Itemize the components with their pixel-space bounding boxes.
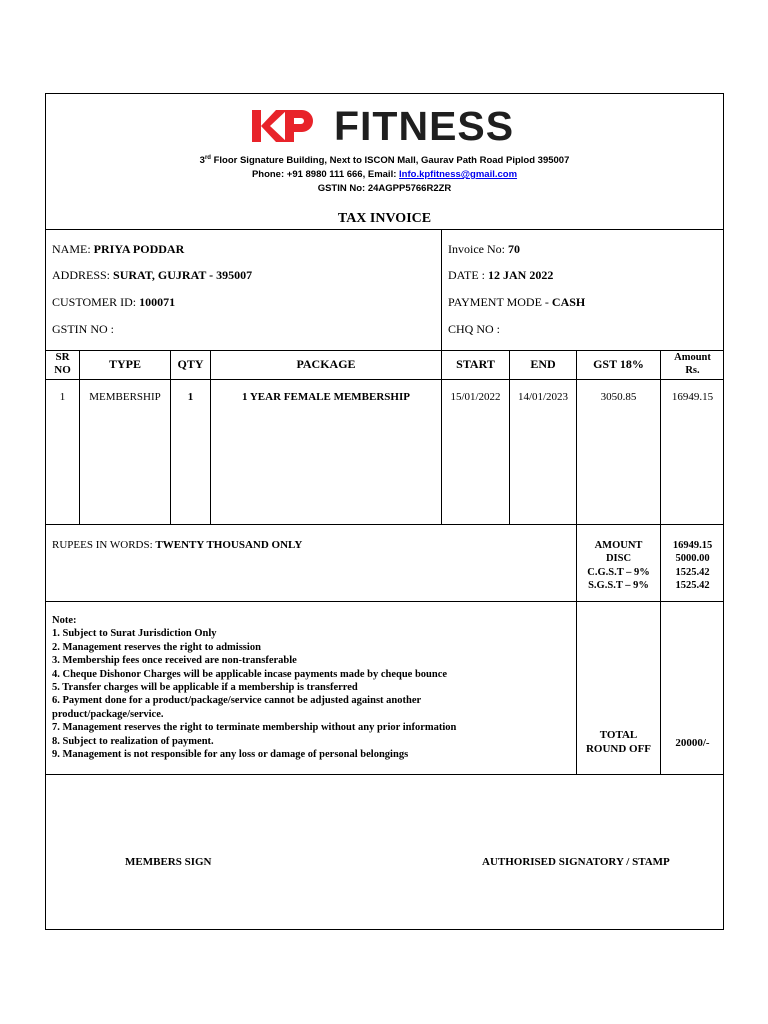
- header-end: END: [530, 357, 556, 371]
- header-amount: Amount Rs.: [674, 352, 711, 376]
- company-email-link[interactable]: Info.kpfitness@gmail.com: [399, 169, 518, 180]
- col-divider-type: [170, 350, 171, 525]
- note-item: 1. Subject to Surat Jurisdiction Only: [52, 628, 217, 640]
- note-item: 5. Transfer charges will be applicable if a membership is transferred: [52, 682, 358, 694]
- company-gstin: GSTIN No: 24AGPP5766R2ZR: [317, 183, 452, 194]
- company-address: 3rd Floor Signature Building, Next to ISCON Mall, Gaurav Path Road Piplod 395007: [199, 155, 570, 167]
- members-sign: MEMBERS SIGN: [125, 856, 212, 868]
- note-item: 7. Management reserves the right to terminate membership without any prior information: [52, 722, 457, 734]
- customer-name: NAME: PRIYA PODDAR: [52, 242, 185, 256]
- divider-customer: [45, 350, 724, 351]
- payment-mode: PAYMENT MODE - CASH: [448, 295, 586, 309]
- divider-table-header: [45, 379, 724, 380]
- document-title: TAX INVOICE: [337, 211, 432, 226]
- divider-table-body: [45, 524, 724, 525]
- customer-address: ADDRESS: SURAT, GUJRAT - 395007: [52, 268, 253, 282]
- customer-id: CUSTOMER ID: 100071: [52, 295, 176, 309]
- divider-customer-invoice: [441, 229, 442, 525]
- company-logo: [250, 104, 514, 148]
- divider-header: [45, 229, 724, 230]
- note-item: 6. Payment done for a product/package/service cannot be adjusted against another: [52, 695, 422, 707]
- note-item: 2. Management reserves the right to admission: [52, 641, 261, 653]
- cheque-number: CHQ NO :: [448, 322, 501, 336]
- divider-notes: [45, 774, 724, 775]
- divider-words: [45, 601, 724, 602]
- summary-values: 16949.15 5000.00 1525.42 1525.42: [672, 540, 713, 592]
- invoice-number: Invoice No: 70: [448, 242, 520, 256]
- note-item: 4. Cheque Dishonor Charges will be applicable incase payments made by cheque bounce: [52, 668, 448, 680]
- header-package: PACKAGE: [296, 357, 356, 371]
- notes-title: Note:: [52, 615, 77, 626]
- note-item: 9. Management is not responsible for any loss or damage of personal belongings: [52, 749, 409, 761]
- col-divider-start: [509, 350, 510, 525]
- kp-logo-icon: [250, 106, 314, 146]
- row-end: 14/01/2023: [517, 391, 569, 403]
- total-amount: 20000/-: [675, 737, 710, 749]
- col-divider-qty: [210, 350, 211, 525]
- row-amount: 16949.15: [671, 391, 714, 403]
- header-sr-no: SR NO: [54, 351, 71, 376]
- row-start: 15/01/2022: [450, 391, 501, 403]
- company-name: FITNESS: [334, 103, 515, 149]
- header-type: TYPE: [108, 357, 141, 371]
- total-label: TOTAL ROUND OFF: [585, 729, 652, 755]
- note-item: 3. Membership fees once received are non-transferable: [52, 655, 297, 667]
- note-item: 8. Subject to realization of payment.: [52, 735, 214, 747]
- header-qty: QTY: [177, 357, 204, 371]
- header-gst: GST 18%: [593, 357, 644, 371]
- row-sr: 1: [59, 391, 66, 403]
- note-item: product/package/service.: [52, 708, 164, 720]
- customer-gstin: GSTIN NO :: [52, 322, 114, 336]
- row-package: 1 YEAR FEMALE MEMBERSHIP: [242, 391, 410, 403]
- header-start: START: [456, 357, 495, 371]
- row-type: MEMBERSHIP: [89, 391, 161, 403]
- col-divider-sr: [79, 350, 80, 525]
- amount-in-words: RUPEES IN WORDS: TWENTY THOUSAND ONLY: [52, 539, 303, 551]
- invoice-date: DATE : 12 JAN 2022: [448, 268, 554, 282]
- terms-notes: [52, 614, 456, 761]
- summary-labels: AMOUNT DISC C.G.S.T – 9% S.G.S.T – 9%: [587, 540, 650, 592]
- row-qty: 1: [187, 391, 194, 403]
- authorised-signatory: AUTHORISED SIGNATORY / STAMP: [482, 856, 670, 868]
- company-contact: Phone: +91 8980 111 666, Email: Info.kpfitness@gmail.com: [251, 169, 518, 180]
- row-gst: 3050.85: [600, 391, 637, 403]
